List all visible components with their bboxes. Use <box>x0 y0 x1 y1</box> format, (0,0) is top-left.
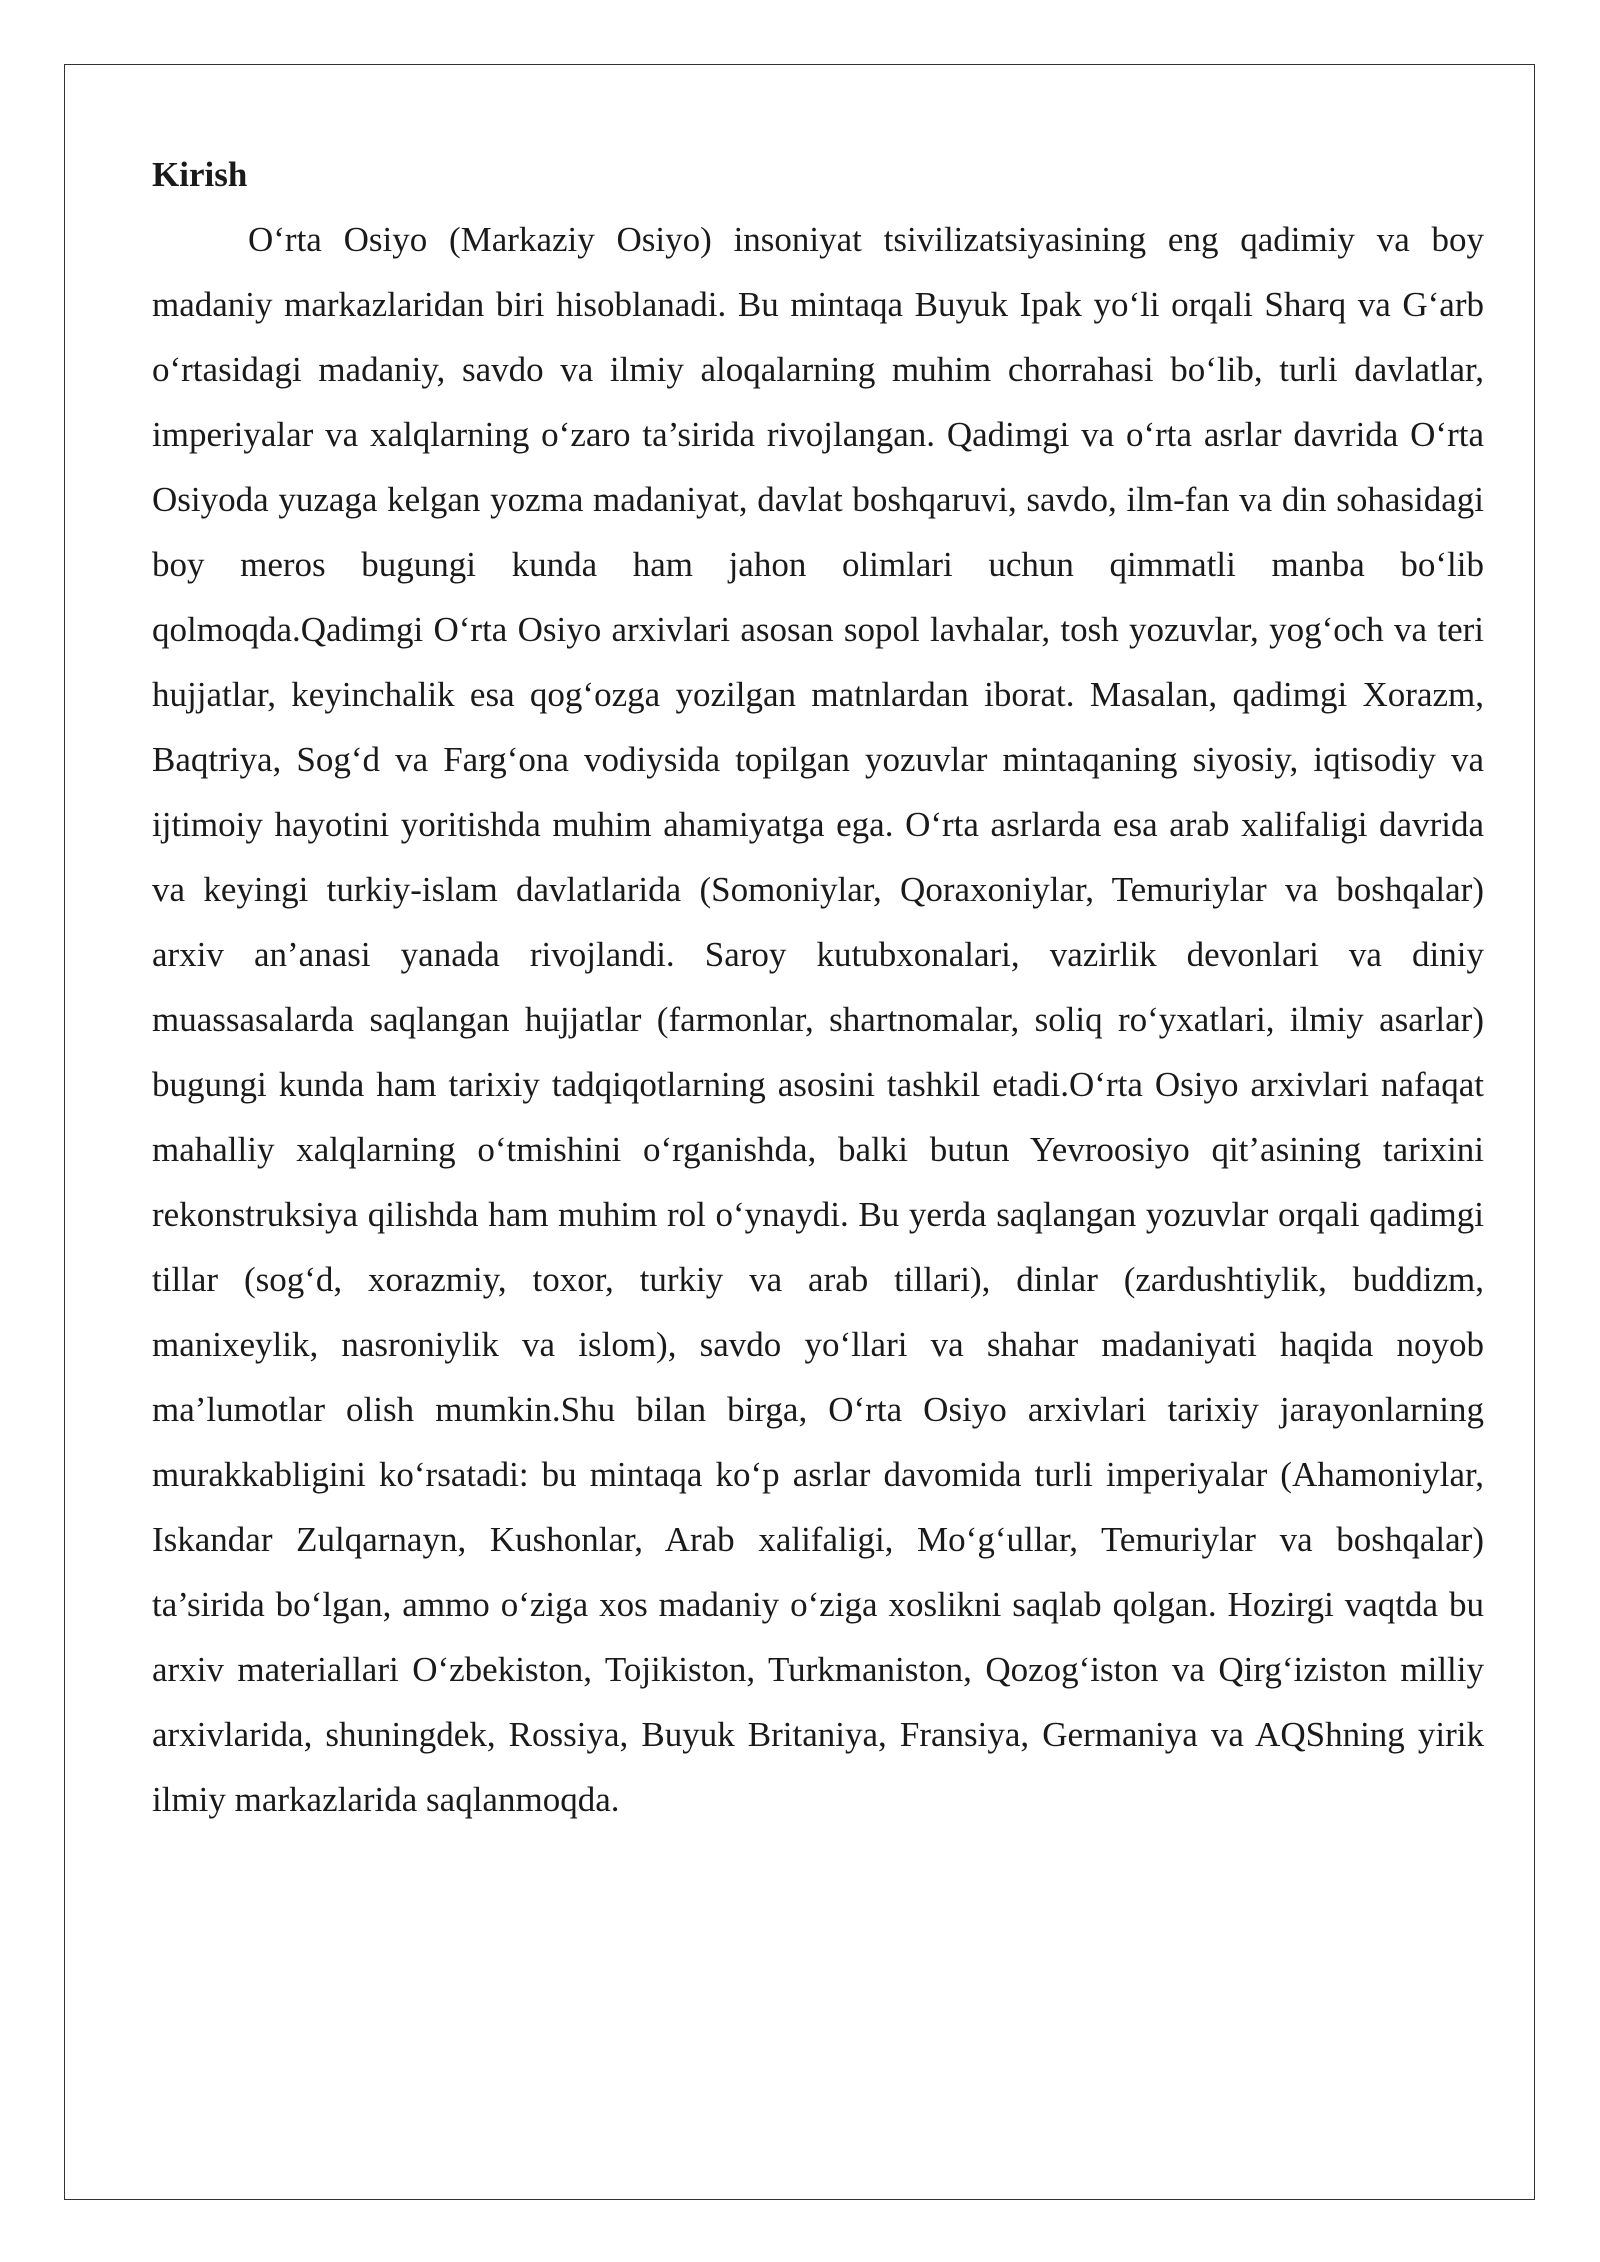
document-content <box>152 142 1484 1832</box>
section-heading: Kirish <box>152 155 248 194</box>
body-paragraph: O‘rta Osiyo (Markaziy Osiyo) insoniyat tsivilizatsiyasining eng qadimiy va boy madaniy markazlaridan biri hisoblanadi. Bu mintaqa Buyuk Ipak yo‘li orqali Sharq va G‘arb o‘rtasidagi madaniy, savdo va ilmiy aloqalarning muhim chorrahasi bo‘lib, turli davlatlar, imperiyalar va xalqlarning o‘zaro ta’sirida rivojlangan. Qadimgi va o‘rta asrlar davrida O‘rta Osiyoda yuzaga kelgan yozma madaniyat, davlat boshqaruvi, savdo, ilm-fan va din sohasidagi boy meros bugungi kunda ham jahon olimlari uchun qimmatli manba bo‘lib qolmoqda.Qadimgi O‘rta Osiyo arxivlari asosan sopol lavhalar, tosh yozuvlar, yog‘och va teri hujjatlar, keyinchalik esa qog‘ozga yozilgan matnlardan iborat. Masalan, qadimgi Xorazm, Baqtriya, Sog‘d va Farg‘ona vodiysida topilgan yozuvlar mintaqaning siyosiy, iqtisodiy va ijtimoiy hayotini yoritishda muhim ahamiyatga ega. O‘rta asrlarda esa arab xalifaligi davrida va keyingi turkiy-islam davlatlarida (Somoniylar, Qoraxoniylar, Temuriylar va boshqalar) arxiv an’anasi yanada rivojlandi. Saroy kutubxonalari, vazirlik devonlari va diniy muassasalarda saqlangan hujjatlar (farmonlar, shartnomalar, soliq ro‘yxatlari, ilmiy asarlar) bugungi kunda ham tarixiy tadqiqotlarning asosini tashkil etadi.O‘rta Osiyo arxivlari nafaqat mahalliy xalqlarning o‘tmishini o‘rganishda, balki butun Yevroosiyo qit’asining tarixini rekonstruksiya qilishda ham muhim rol o‘ynaydi. Bu yerda saqlangan yozuvlar orqali qadimgi tillar (sog‘d, xorazmiy, toxor, turkiy va arab tillari), dinlar (zardushtiylik, buddizm, manixeylik, nasroniylik va islom), savdo yo‘llari va shahar madaniyati haqida noyob ma’lumotlar olish mumkin.Shu bilan birga, O‘rta Osiyo arxivlari tarixiy jarayonlarning murakkabligini ko‘rsatadi: bu mintaqa ko‘p asrlar davomida turli imperiyalar (Ahamoniylar, Iskandar Zulqarnayn, Kushonlar, Arab xalifaligi, Mo‘g‘ullar, Temuriylar va boshqalar) ta’sirida bo‘lgan, ammo o‘ziga xos madaniy o‘ziga xoslikni saqlab qolgan. Hozirgi vaqtda bu arxiv materiallari O‘zbekiston, Tojikiston, Turkmaniston, Qozog‘iston va Qirg‘iziston milliy arxivlarida, shuningdek, Rossiya, Buyuk Britaniya, Fransiya, Germaniya va AQShning yirik ilmiy markazlarida saqlanmoqda. <box>152 220 1484 1819</box>
